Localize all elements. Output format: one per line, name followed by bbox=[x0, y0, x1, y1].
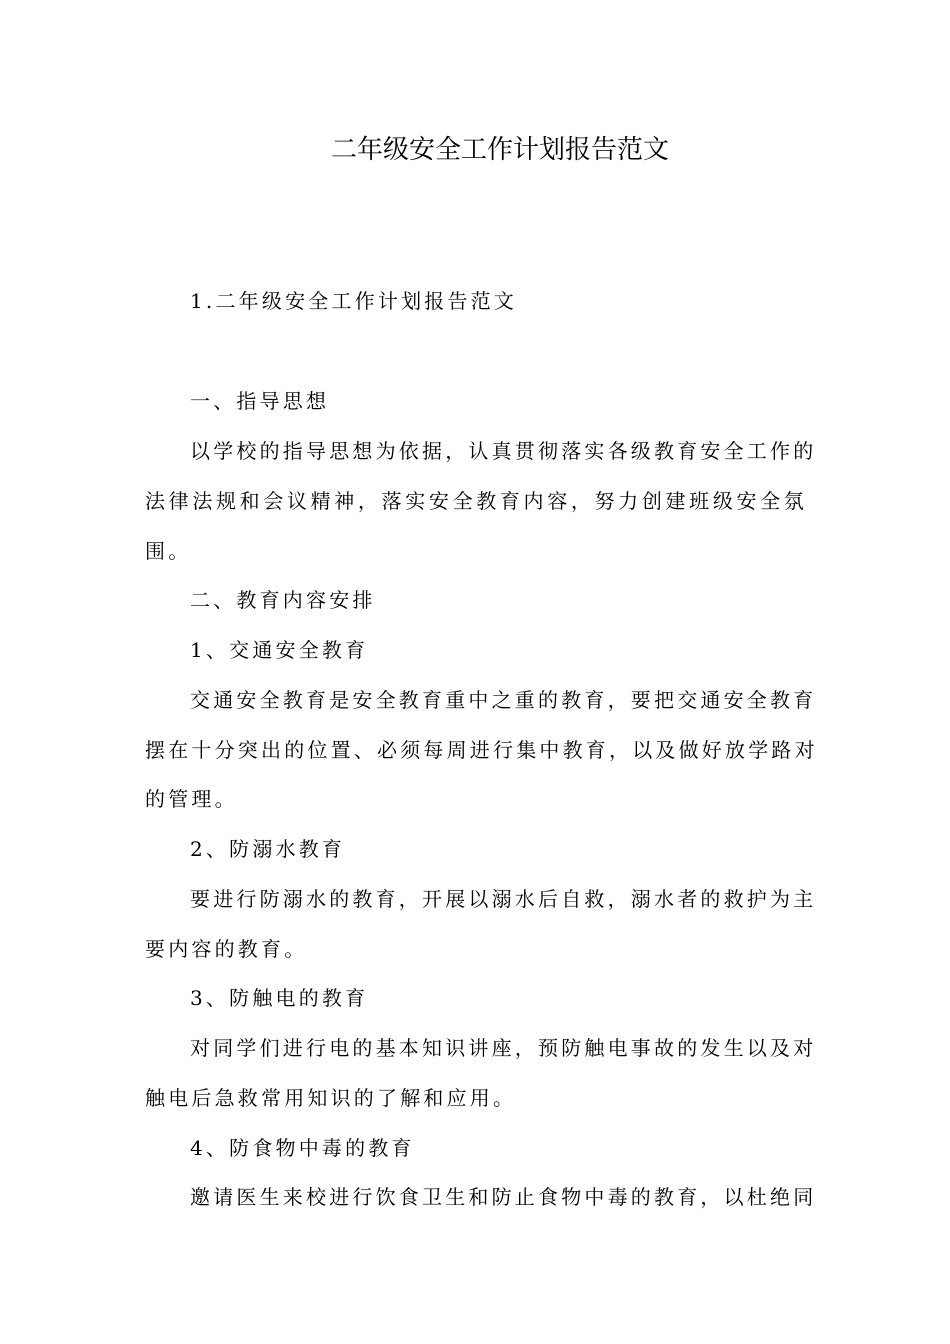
subsection-heading-electric-shock-prevention: 3、防触电的教育 bbox=[190, 986, 369, 1010]
paragraph-line: 围。 bbox=[145, 539, 192, 563]
paragraph-line: 要内容的教育。 bbox=[145, 937, 308, 961]
paragraph-line: 交通安全教育是安全教育重中之重的教育，要把交通安全教育 bbox=[190, 688, 817, 712]
paragraph-line: 要进行防溺水的教育，开展以溺水后自救，溺水者的救护为主 bbox=[190, 887, 817, 911]
paragraph-line: 摆在十分突出的位置、必须每周进行集中教育，以及做好放学路对 bbox=[145, 738, 818, 762]
paragraph-line: 的管理。 bbox=[145, 787, 238, 811]
paragraph-line: 触电后急救常用知识的了解和应用。 bbox=[145, 1086, 517, 1110]
paragraph-line: 法律法规和会议精神，落实安全教育内容，努力创建班级安全氛 bbox=[145, 489, 807, 513]
paragraph-line: 对同学们进行电的基本知识讲座，预防触电事故的发生以及对 bbox=[190, 1036, 817, 1060]
subsection-heading-drowning-prevention: 2、防溺水教育 bbox=[190, 837, 346, 861]
subsection-heading-food-poisoning-prevention: 4、防食物中毒的教育 bbox=[190, 1136, 415, 1160]
section-heading-content-arrangement: 二、教育内容安排 bbox=[190, 588, 376, 612]
section-heading-guiding-ideology: 一、指导思想 bbox=[190, 389, 330, 413]
document-title: 二年级安全工作计划报告范文 bbox=[330, 135, 669, 165]
subsection-heading-traffic-safety: 1、交通安全教育 bbox=[190, 638, 369, 662]
paragraph-line: 以学校的指导思想为依据，认真贯彻落实各级教育安全工作的 bbox=[190, 439, 817, 463]
paragraph-line: 邀请医生来校进行饮食卫生和防止食物中毒的教育，以杜绝同 bbox=[190, 1185, 817, 1209]
numbered-heading: 1.二年级安全工作计划报告范文 bbox=[190, 289, 518, 313]
